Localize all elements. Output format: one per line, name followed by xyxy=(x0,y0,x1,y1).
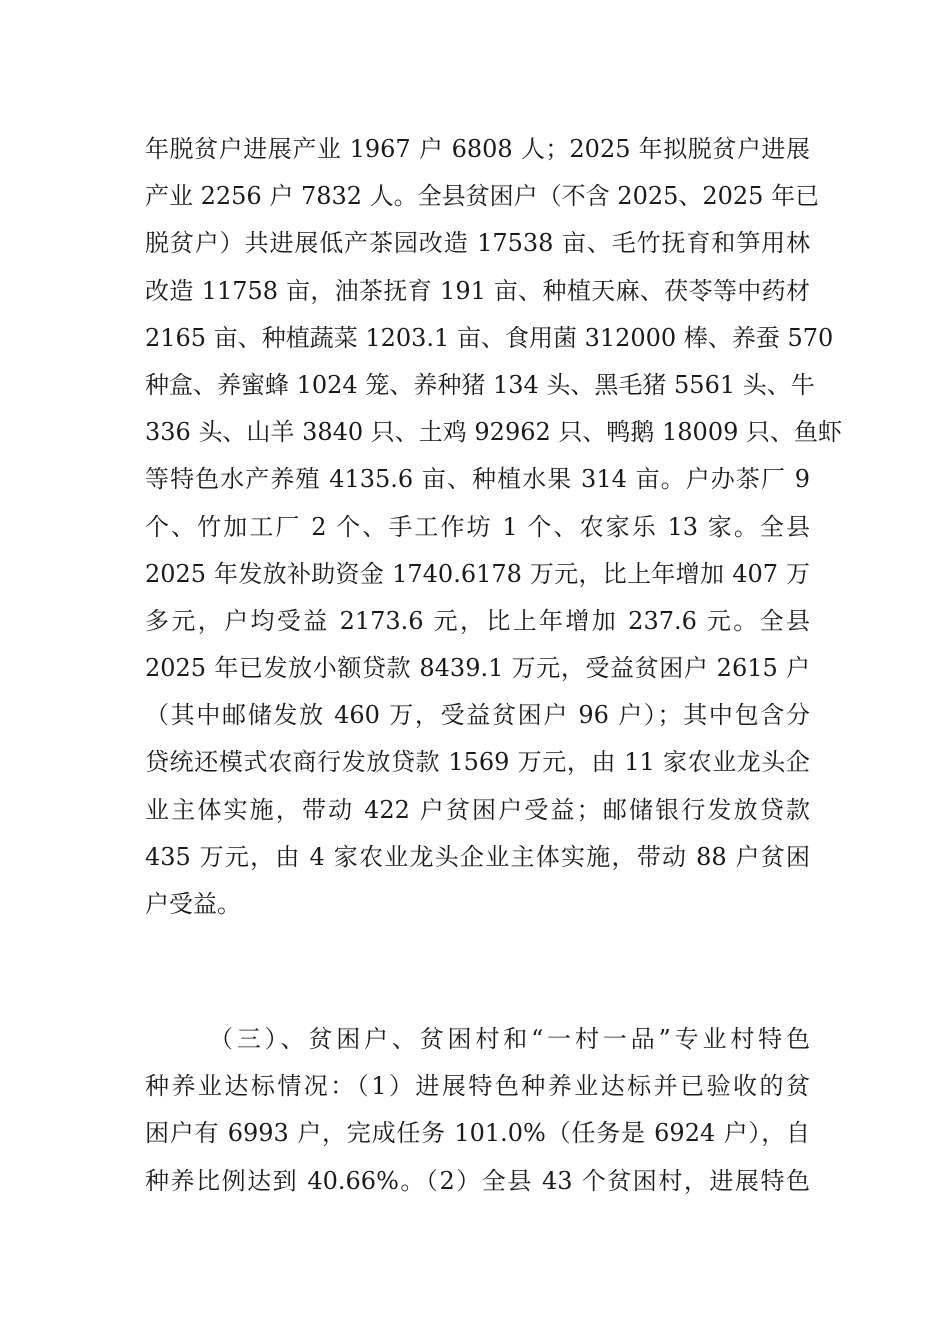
text-line: 435 万元，由 4 家农业龙头企业主体实施，带动 88 户贫困 xyxy=(145,842,810,871)
text-line: 业主体实施，带动 422 户贫困户受益；邮储银行发放贷款 xyxy=(145,795,810,824)
text-line: 困户有 6993 户，完成任务 101.0%（任务是 6924 户），自 xyxy=(145,1119,810,1148)
text-line: 种盒、养蜜蜂 1024 笼、养种猪 134 头、黑毛猪 5561 头、牛 xyxy=(145,370,815,399)
paragraph-section-three xyxy=(145,1016,810,1205)
text-line: 2025 年已发放小额贷款 8439.1 万元，受益贫困户 2615 户 xyxy=(145,654,810,683)
text-line: 贷统还模式农商行发放贷款 1569 万元，由 11 家农业龙头企 xyxy=(145,748,810,777)
text-line: 336 头、山羊 3840 只、土鸡 92962 只、鸭鹅 18009 只、鱼虾 xyxy=(145,418,842,447)
paragraph-poverty-industry-stats xyxy=(145,126,842,928)
text-line: 个、竹加工厂 2 个、手工作坊 1 个、农家乐 13 家。全县 xyxy=(145,512,810,541)
text-line: 改造 11758 亩，油茶抚育 191 亩、种植天麻、茯苓等中药材 xyxy=(145,276,810,305)
section-heading-line: （三）、贫困户、贫困村和“一村一品”专业村特色 xyxy=(209,1025,810,1053)
text-line: 产业 2256 户 7832 人。全县贫困户（不含 2025、2025 年已 xyxy=(145,182,820,211)
text-line: 等特色水产养殖 4135.6 亩、种植水果 314 亩。户办茶厂 9 xyxy=(145,465,810,494)
text-line: 多元，户均受益 2173.6 元，比上年增加 237.6 元。全县 xyxy=(145,606,810,635)
text-line: 户受益。 xyxy=(145,890,241,918)
text-line: 种养比例达到 40.66%。（2）全县 43 个贫困村，进展特色 xyxy=(145,1166,810,1195)
text-line: 年脱贫户进展产业 1967 户 6808 人；2025 年拟脱贫户进展 xyxy=(145,135,810,163)
text-line: 脱贫户）共进展低产茶园改造 17538 亩、毛竹抚育和笋用林 xyxy=(145,229,810,258)
text-line: 2165 亩、种植蔬菜 1203.1 亩、食用菌 312000 棒、养蚕 570 xyxy=(145,323,834,352)
text-line: 种养业达标情况：（1）进展特色种养业达标并已验收的贫 xyxy=(145,1072,810,1101)
text-line: 2025 年发放补助资金 1740.6178 万元，比上年增加 407 万 xyxy=(145,559,810,588)
text-line: （其中邮储发放 460 万，受益贫困户 96 户）；其中包含分 xyxy=(145,701,810,730)
